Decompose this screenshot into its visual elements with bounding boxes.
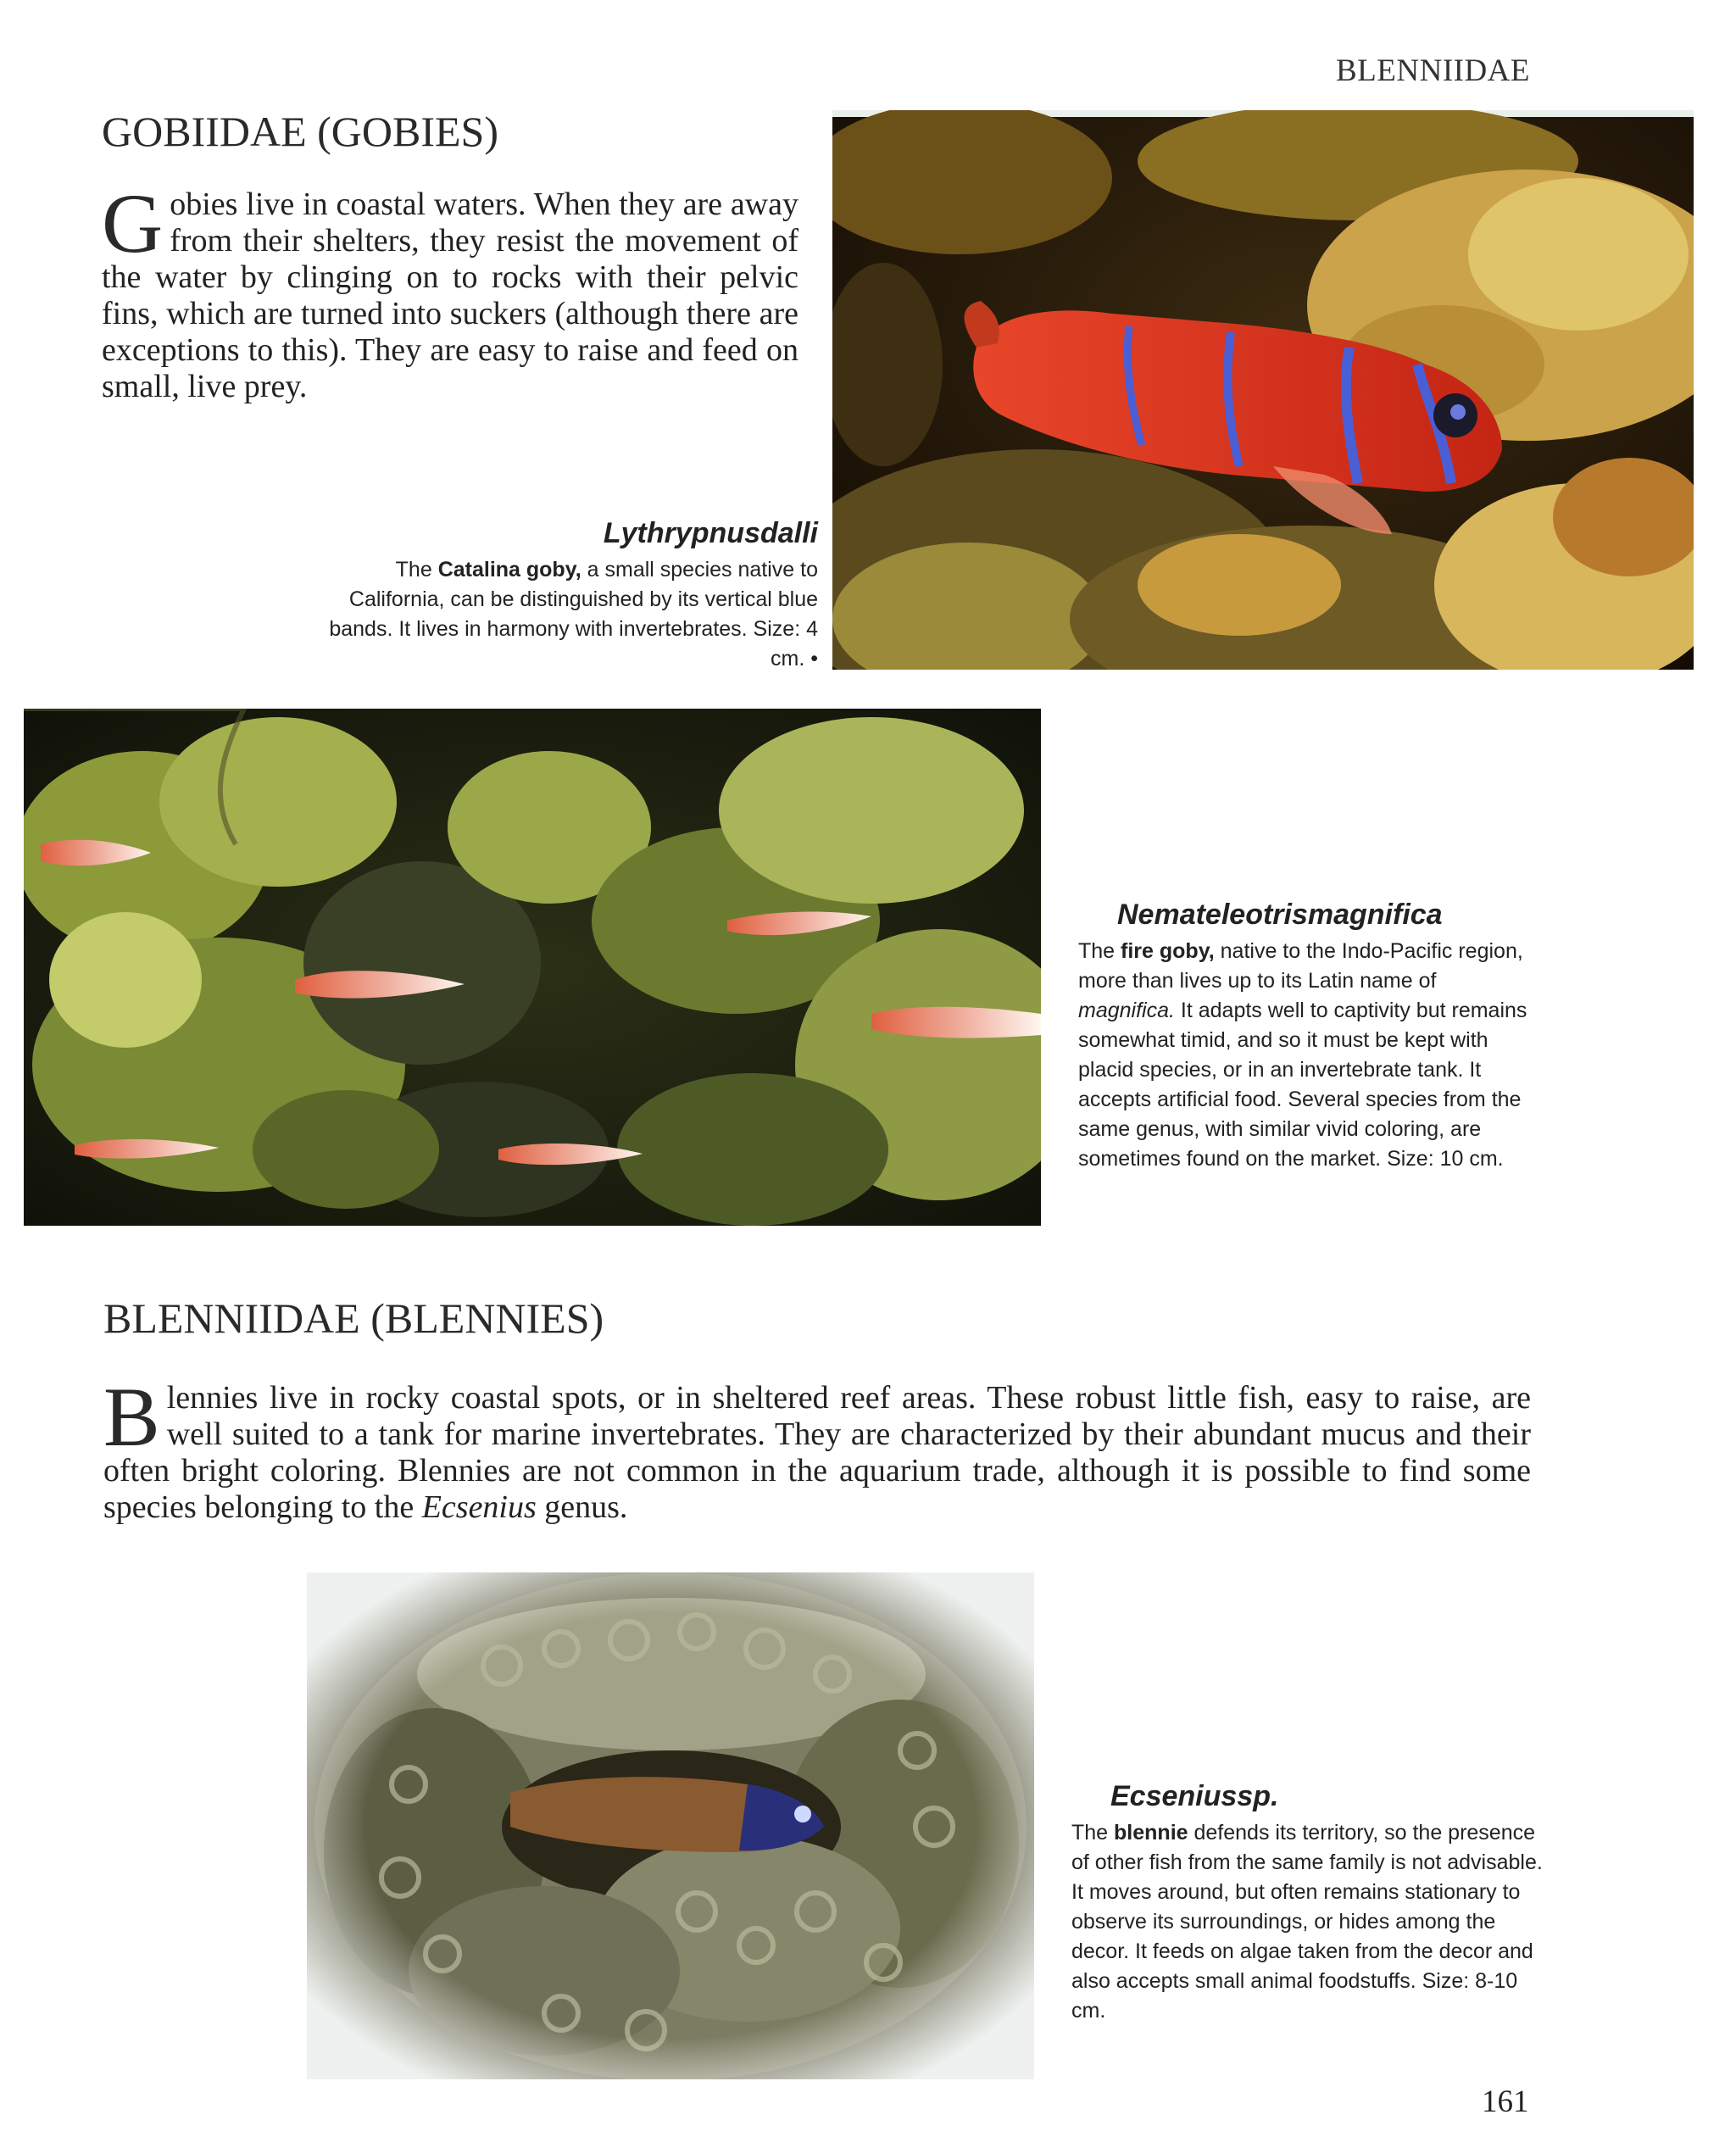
caption-body: The fire goby, native to the Indo-Pacific region, more than lives up to its Latin name of magnifica. It adapts well to captivity but remains somewhat timid, and so it must be kept with placid species, or in an invertebrate tank. It accepts artificial food. Several species from the same genus, with similar vivid coloring, are sometimes found on the market. Size: 10 cm.: [1078, 939, 1527, 1171]
caption-blennie: [1071, 1780, 1546, 2026]
species-name: Lythrypnusdalli: [603, 517, 818, 549]
page-number: 161: [1482, 2084, 1529, 2119]
common-name: fire goby,: [1121, 939, 1215, 963]
common-name: blennie: [1114, 1821, 1188, 1845]
blennie-photo: [307, 1572, 1034, 2079]
catalina-goby-photo: [832, 110, 1694, 670]
caption-body: The Catalina goby, a small species native to California, can be distinguished by its vertical blue bands. It lives in harmony with invertebrates. Size: 4 cm. •: [329, 558, 818, 671]
species-name: Nemateleotrismagnifica: [1117, 899, 1443, 931]
running-head: BLENNIIDAE: [1336, 53, 1531, 88]
blennies-intro-paragraph: Blennies live in rocky coastal spots, or in sheltered reef areas. These robust little fish, easy to raise, are well suited to a tank for marine invertebrates. They are characterized by their abundant mucus and their often bright coloring. Blennies are not common in the aquarium trade, although it is possible to find some species belonging to the Ecsenius genus.: [103, 1370, 1531, 1525]
caption-fire-goby: [1078, 899, 1536, 1174]
caption-catalina-goby: [322, 517, 818, 674]
genus-name: Ecsenius: [421, 1489, 537, 1525]
gobies-body-text: obies live in coastal waters. When they are away from their shelters, they resist the movement of the water by clinging on to rocks with their pelvic fins, which are turned into suckers (although there are exceptions to this). They are easy to raise and feed on small, live prey.: [102, 186, 798, 404]
caption-body: The blennie defends its territory, so the presence of other fish from the same family is not advisable. It moves around, but often remains stationary to observe its surroundings, or hides among the decor. It feeds on algae taken from the decor and also accepts small animal foodstuffs. Size: 8-10 cm.: [1071, 1821, 1543, 2023]
common-name: Catalina goby,: [437, 558, 581, 582]
section-heading-blennies: BLENNIIDAE (BLENNIES): [103, 1294, 604, 1342]
section-heading-gobies: GOBIIDAE (GOBIES): [102, 108, 498, 155]
gobies-intro-paragraph: [102, 176, 798, 405]
species-name: Ecseniussp.: [1110, 1780, 1279, 1812]
dropcap-b: B: [103, 1370, 160, 1464]
dropcap-g: G: [102, 176, 164, 270]
fire-goby-photo: [24, 709, 1041, 1226]
